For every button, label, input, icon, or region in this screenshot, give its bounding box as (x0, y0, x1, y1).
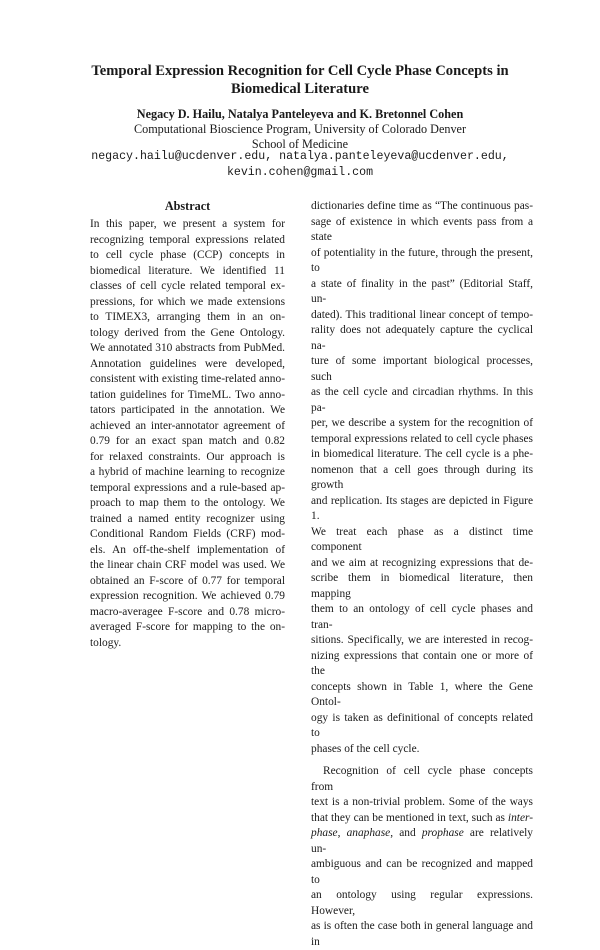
abstract-line: We annotated 310 abstracts from PubMed. (90, 342, 285, 354)
abstract-line: consistent with existing time-related anno- (90, 373, 285, 385)
intro-paragraph-1 (311, 199, 533, 757)
para2-line-2: text is a non-trivial problem. Some of the ways (311, 796, 533, 808)
abstract-line: trained a named entity recognizer using (90, 512, 285, 525)
intro-line: nomenon that a cell goes through during its growth (311, 463, 533, 491)
abstract-line: proach to map them to the ontology. We (90, 497, 285, 509)
para2-line-5: ambiguous and can be recognized and mapped to (311, 858, 533, 886)
para2-line-7: as is often the case both in general language and in (311, 920, 533, 948)
term-anaphase: anaphase (346, 827, 391, 839)
term-prophase: prophase (421, 827, 464, 839)
intro-line: ture of some important biological processes, such (311, 355, 533, 383)
para2-line-1: Recognition of cell cycle phase concepts from (311, 765, 533, 793)
abstract-body (90, 217, 285, 651)
abstract-line: macro-averagee F-score and 0.78 micro- (90, 605, 285, 618)
abstract-line: 0.79 for an exact span match and 0.82 (90, 435, 285, 447)
intro-line: dated). This traditional linear concept of tempo- (311, 308, 533, 321)
abstract-line: averaged F-score for mapping to the on- (90, 621, 285, 633)
intro-line: a state of finality in the past” (Editorial Staff, un- (311, 277, 533, 305)
abstract-line: els. An off-the-shelf implementation of (90, 543, 285, 556)
intro-line: and replication. Its stages are depicted in Figure 1. (311, 494, 533, 522)
abstract-line: tators participated in the annotation. We (90, 404, 285, 416)
abstract-line: classes of cell cycle related temporal ex- (90, 280, 285, 292)
intro-line: per, we describe a system for the recognition of (311, 417, 533, 429)
intro-line: of potentiality in the future, through the present, to (311, 246, 533, 274)
abstract-line: to TIMEX3, arranging them in an on- (90, 311, 285, 323)
email-line-2: kevin.cohen@gmail.com (226, 166, 374, 179)
abstract-line: to cell cycle phase (CCP) concepts in (90, 249, 285, 261)
intro-line: dictionaries define time as “The continuous pas- (311, 200, 533, 212)
abstract-line: achieved an inter-annotator agreement of (90, 419, 285, 432)
abstract-line: temporal expressions and a rule-based ap- (90, 481, 285, 494)
abstract-line: for relaxed constraints. Our approach is (90, 450, 285, 463)
abstract-line: obtained an F-score of 0.77 for temporal (90, 574, 285, 587)
abstract-line: a hybrid of machine learning to recognize (90, 466, 285, 478)
para2-line-3 (311, 811, 533, 827)
intro-line: sage of existence in which events pass from a state (311, 215, 533, 243)
affiliation-line-1: Computational Bioscience Program, University of Colorado Denver (133, 122, 467, 136)
abstract-line: the linear chain CRF model was used. We (90, 559, 285, 571)
abstract-line: tology derived from the Gene Ontology. (90, 326, 285, 339)
abstract-line: tology. (90, 636, 122, 649)
abstract-heading: Abstract (164, 199, 211, 213)
paper-title (40, 62, 560, 98)
abstract-line: recognizing temporal expressions related (90, 233, 285, 246)
intro-line: nizing expressions that contain one or more of the (311, 649, 533, 677)
intro-line: We treat each phase as a distinct time component (311, 525, 533, 553)
term-interphase-part2: phase (311, 827, 338, 839)
abstract-line: Conditional Random Fields (CRF) mod- (90, 528, 285, 540)
intro-line: sitions. Specifically, we are interested in recog- (311, 634, 533, 646)
intro-line: rality does not adequately capture the cyclical na- (311, 324, 533, 352)
intro-line: concepts shown in Table 1, where the Gene Ontol- (311, 680, 533, 708)
para2-line-3-text: that they can be mentioned in text, such as (311, 811, 508, 824)
abstract-line: tation guidelines for TimeML. Two anno- (90, 388, 285, 401)
title-line-1: Temporal Expression Recognition for Cell Cycle Phase Concepts in (91, 63, 509, 79)
affiliation-line-2: School of Medicine (251, 137, 349, 151)
intro-line: as the cell cycle and circadian rhythms. In this pa- (311, 386, 533, 414)
abstract-line: expression recognition. We achieved 0.79 (90, 590, 285, 602)
para2-sep-1: , (337, 827, 347, 839)
abstract-line: In this paper, we present a system for (90, 218, 285, 230)
author-list: Negacy D. Hailu, Natalya Panteleyeva and K. Bretonnel Cohen (136, 107, 464, 121)
intro-line: and we aim at recognizing expressions that de- (311, 556, 533, 569)
term-interphase-part1: inter- (507, 811, 533, 824)
intro-line: in biomedical literature. The cell cycle is a phe- (311, 448, 533, 460)
intro-line: them to an ontology of cell cycle phases and tran- (311, 603, 533, 631)
author-emails (40, 149, 560, 181)
intro-column (311, 199, 533, 950)
intro-paragraph-2 (311, 764, 533, 950)
intro-line: temporal expressions related to cell cycle phases (311, 432, 533, 445)
para2-line-4 (311, 826, 533, 857)
paragraph-gap (311, 757, 533, 764)
abstract-line: biomedical literature. We identified 11 (90, 264, 285, 277)
intro-line: phases of the cell cycle. (311, 742, 420, 755)
abstract-line: Annotation guidelines were developed, (90, 357, 285, 370)
intro-line: ogy is taken as definitional of concepts related to (311, 711, 533, 739)
email-line-1: negacy.hailu@ucdenver.edu, natalya.panteleyeva@ucdenver.edu, (91, 150, 509, 163)
para2-sep-2: , and (390, 827, 422, 839)
para2-line-6: an ontology using regular expressions. However, (311, 889, 533, 917)
intro-line: scribe them in biomedical literature, then mapping (311, 572, 533, 600)
title-line-2: Biomedical Literature (231, 81, 369, 97)
para2-line-4-text: are relatively un- (311, 827, 533, 855)
abstract-line: pressions, for which we made extensions (90, 295, 285, 308)
